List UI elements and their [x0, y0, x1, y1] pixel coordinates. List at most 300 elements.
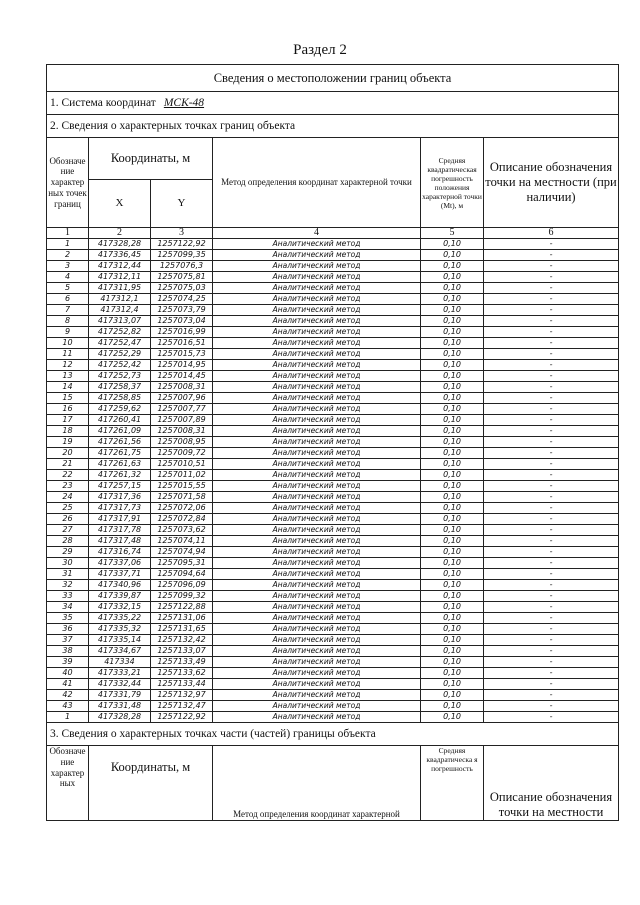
y-value: 1257008,31	[151, 426, 213, 437]
method-value: Аналитический метод	[213, 525, 421, 536]
y-value: 1257075,81	[151, 272, 213, 283]
point-number: 32	[47, 580, 89, 591]
method-value: Аналитический метод	[213, 569, 421, 580]
x-value: 417339,87	[89, 591, 151, 602]
method-value: Аналитический метод	[213, 635, 421, 646]
x-value: 417252,82	[89, 327, 151, 338]
accuracy-value: 0,10	[421, 580, 484, 591]
table-row	[47, 646, 619, 657]
method-value: Аналитический метод	[213, 591, 421, 602]
table-row	[47, 250, 619, 261]
description-value: -	[484, 349, 619, 360]
accuracy-value: 0,10	[421, 426, 484, 437]
point-number: 29	[47, 547, 89, 558]
col-number: 6	[484, 228, 619, 239]
description-value: -	[484, 470, 619, 481]
table-row	[47, 679, 619, 690]
description-value: -	[484, 426, 619, 437]
y-value: 1257014,45	[151, 371, 213, 382]
method-value: Аналитический метод	[213, 547, 421, 558]
table-row	[47, 393, 619, 404]
header-method: Метод определения координат характерной точки	[213, 138, 421, 228]
header2-description: Описание обозначения точки на местности	[484, 746, 619, 821]
table-row	[47, 305, 619, 316]
accuracy-value: 0,10	[421, 371, 484, 382]
accuracy-value: 0,10	[421, 305, 484, 316]
x-value: 417340,96	[89, 580, 151, 591]
accuracy-value: 0,10	[421, 316, 484, 327]
accuracy-value: 0,10	[421, 657, 484, 668]
description-value: -	[484, 272, 619, 283]
description-value: -	[484, 668, 619, 679]
y-value: 1257073,79	[151, 305, 213, 316]
x-value: 417317,48	[89, 536, 151, 547]
header2-designation: Обозначе ние характер ных	[47, 746, 89, 821]
method-value: Аналитический метод	[213, 294, 421, 305]
point-number: 11	[47, 349, 89, 360]
description-value: -	[484, 481, 619, 492]
accuracy-value: 0,10	[421, 635, 484, 646]
method-value: Аналитический метод	[213, 536, 421, 547]
accuracy-value: 0,10	[421, 338, 484, 349]
x-value: 417317,36	[89, 492, 151, 503]
description-value: -	[484, 327, 619, 338]
method-value: Аналитический метод	[213, 690, 421, 701]
col-number: 4	[213, 228, 421, 239]
x-value: 417260,41	[89, 415, 151, 426]
header-designation: Обозначе ние характер ных точек границ	[47, 138, 89, 228]
accuracy-value: 0,10	[421, 294, 484, 305]
x-value: 417332,15	[89, 602, 151, 613]
accuracy-value: 0,10	[421, 492, 484, 503]
point-number: 16	[47, 404, 89, 415]
accuracy-value: 0,10	[421, 272, 484, 283]
point-number: 24	[47, 492, 89, 503]
table-row	[47, 426, 619, 437]
x-value: 417261,56	[89, 437, 151, 448]
description-value: -	[484, 591, 619, 602]
table-row	[47, 437, 619, 448]
y-value: 1257133,44	[151, 679, 213, 690]
y-value: 1257071,58	[151, 492, 213, 503]
accuracy-value: 0,10	[421, 525, 484, 536]
y-value: 1257009,72	[151, 448, 213, 459]
point-number: 35	[47, 613, 89, 624]
accuracy-value: 0,10	[421, 250, 484, 261]
description-value: -	[484, 712, 619, 723]
y-value: 1257133,62	[151, 668, 213, 679]
table-row	[47, 481, 619, 492]
method-value: Аналитический метод	[213, 349, 421, 360]
y-value: 1257132,97	[151, 690, 213, 701]
accuracy-value: 0,10	[421, 415, 484, 426]
method-value: Аналитический метод	[213, 701, 421, 712]
col-number: 3	[151, 228, 213, 239]
y-value: 1257011,02	[151, 470, 213, 481]
accuracy-value: 0,10	[421, 679, 484, 690]
y-value: 1257016,51	[151, 338, 213, 349]
description-value: -	[484, 261, 619, 272]
accuracy-value: 0,10	[421, 239, 484, 250]
point-number: 17	[47, 415, 89, 426]
x-value: 417337,71	[89, 569, 151, 580]
x-value: 417261,32	[89, 470, 151, 481]
accuracy-value: 0,10	[421, 547, 484, 558]
header-accuracy: Средняя квадратическая погрешность положения характерной точки (Мt), м	[421, 138, 484, 228]
method-value: Аналитический метод	[213, 283, 421, 294]
x-value: 417311,95	[89, 283, 151, 294]
accuracy-value: 0,10	[421, 261, 484, 272]
point-number: 22	[47, 470, 89, 481]
y-value: 1257007,96	[151, 393, 213, 404]
table-row	[47, 558, 619, 569]
header-x: X	[89, 180, 151, 228]
x-value: 417313,07	[89, 316, 151, 327]
accuracy-value: 0,10	[421, 393, 484, 404]
y-value: 1257094,64	[151, 569, 213, 580]
section-title: Сведения о местоположении границ объекта	[47, 65, 619, 92]
method-value: Аналитический метод	[213, 448, 421, 459]
point-number: 15	[47, 393, 89, 404]
table-row	[47, 668, 619, 679]
description-value: -	[484, 613, 619, 624]
y-value: 1257007,77	[151, 404, 213, 415]
method-value: Аналитический метод	[213, 481, 421, 492]
description-value: -	[484, 338, 619, 349]
method-value: Аналитический метод	[213, 712, 421, 723]
accuracy-value: 0,10	[421, 558, 484, 569]
x-value: 417337,06	[89, 558, 151, 569]
point-number: 42	[47, 690, 89, 701]
points-title: 2. Сведения о характерных точках границ объекта	[47, 115, 619, 138]
accuracy-value: 0,10	[421, 470, 484, 481]
point-number: 28	[47, 536, 89, 547]
x-value: 417312,1	[89, 294, 151, 305]
x-value: 417252,73	[89, 371, 151, 382]
point-number: 14	[47, 382, 89, 393]
table-row	[47, 382, 619, 393]
y-value: 1257073,62	[151, 525, 213, 536]
accuracy-value: 0,10	[421, 690, 484, 701]
table-row	[47, 283, 619, 294]
method-value: Аналитический метод	[213, 404, 421, 415]
method-value: Аналитический метод	[213, 602, 421, 613]
method-value: Аналитический метод	[213, 272, 421, 283]
description-value: -	[484, 415, 619, 426]
point-number: 38	[47, 646, 89, 657]
method-value: Аналитический метод	[213, 646, 421, 657]
y-value: 1257122,92	[151, 712, 213, 723]
description-value: -	[484, 701, 619, 712]
description-value: -	[484, 492, 619, 503]
x-value: 417334,67	[89, 646, 151, 657]
table-row	[47, 503, 619, 514]
accuracy-value: 0,10	[421, 712, 484, 723]
y-value: 1257072,84	[151, 514, 213, 525]
point-number: 26	[47, 514, 89, 525]
table-row	[47, 690, 619, 701]
y-value: 1257131,06	[151, 613, 213, 624]
x-value: 417328,28	[89, 239, 151, 250]
method-value: Аналитический метод	[213, 316, 421, 327]
point-number: 37	[47, 635, 89, 646]
y-value: 1257099,32	[151, 591, 213, 602]
y-value: 1257132,47	[151, 701, 213, 712]
x-value: 417257,15	[89, 481, 151, 492]
accuracy-value: 0,10	[421, 448, 484, 459]
table-row	[47, 316, 619, 327]
y-value: 1257132,42	[151, 635, 213, 646]
description-value: -	[484, 316, 619, 327]
method-value: Аналитический метод	[213, 668, 421, 679]
boundary-table	[46, 64, 619, 821]
method-value: Аналитический метод	[213, 558, 421, 569]
x-value: 417317,73	[89, 503, 151, 514]
point-number: 2	[47, 250, 89, 261]
x-value: 417312,4	[89, 305, 151, 316]
table-row	[47, 360, 619, 371]
y-value: 1257122,88	[151, 602, 213, 613]
table-row	[47, 635, 619, 646]
header2-coords: Координаты, м	[89, 746, 213, 821]
point-number: 12	[47, 360, 89, 371]
description-value: -	[484, 635, 619, 646]
accuracy-value: 0,10	[421, 382, 484, 393]
point-number: 27	[47, 525, 89, 536]
table-row	[47, 492, 619, 503]
x-value: 417252,42	[89, 360, 151, 371]
header-y: Y	[151, 180, 213, 228]
method-value: Аналитический метод	[213, 360, 421, 371]
x-value: 417252,47	[89, 338, 151, 349]
description-value: -	[484, 569, 619, 580]
table-row	[47, 657, 619, 668]
col-number: 1	[47, 228, 89, 239]
x-value: 417331,48	[89, 701, 151, 712]
accuracy-value: 0,10	[421, 668, 484, 679]
point-number: 10	[47, 338, 89, 349]
point-number: 34	[47, 602, 89, 613]
point-number: 6	[47, 294, 89, 305]
y-value: 1257074,94	[151, 547, 213, 558]
table-row	[47, 536, 619, 547]
y-value: 1257010,51	[151, 459, 213, 470]
description-value: -	[484, 503, 619, 514]
y-value: 1257131,65	[151, 624, 213, 635]
table-row	[47, 448, 619, 459]
table-row	[47, 580, 619, 591]
accuracy-value: 0,10	[421, 459, 484, 470]
y-value: 1257015,73	[151, 349, 213, 360]
y-value: 1257133,49	[151, 657, 213, 668]
x-value: 417261,75	[89, 448, 151, 459]
description-value: -	[484, 679, 619, 690]
table-row	[47, 547, 619, 558]
description-value: -	[484, 558, 619, 569]
y-value: 1257007,89	[151, 415, 213, 426]
x-value: 417334	[89, 657, 151, 668]
x-value: 417316,74	[89, 547, 151, 558]
header-coords: Координаты, м	[89, 138, 213, 180]
header2-accuracy: Средняя квадратическа я погрешность	[421, 746, 484, 821]
table-row	[47, 404, 619, 415]
y-value: 1257075,03	[151, 283, 213, 294]
method-value: Аналитический метод	[213, 492, 421, 503]
method-value: Аналитический метод	[213, 437, 421, 448]
x-value: 417258,85	[89, 393, 151, 404]
point-number: 39	[47, 657, 89, 668]
description-value: -	[484, 393, 619, 404]
description-value: -	[484, 404, 619, 415]
y-value: 1257016,99	[151, 327, 213, 338]
method-value: Аналитический метод	[213, 580, 421, 591]
x-value: 417317,78	[89, 525, 151, 536]
x-value: 417328,28	[89, 712, 151, 723]
method-value: Аналитический метод	[213, 250, 421, 261]
x-value: 417331,79	[89, 690, 151, 701]
method-value: Аналитический метод	[213, 426, 421, 437]
point-number: 30	[47, 558, 89, 569]
y-value: 1257122,92	[151, 239, 213, 250]
y-value: 1257014,95	[151, 360, 213, 371]
x-value: 417332,44	[89, 679, 151, 690]
coord-system-value: МСК-48	[163, 97, 205, 109]
x-value: 417336,45	[89, 250, 151, 261]
point-number: 18	[47, 426, 89, 437]
x-value: 417335,32	[89, 624, 151, 635]
point-number: 7	[47, 305, 89, 316]
table-row	[47, 470, 619, 481]
y-value: 1257096,09	[151, 580, 213, 591]
description-value: -	[484, 437, 619, 448]
accuracy-value: 0,10	[421, 327, 484, 338]
table-row	[47, 525, 619, 536]
accuracy-value: 0,10	[421, 349, 484, 360]
y-value: 1257133,07	[151, 646, 213, 657]
method-value: Аналитический метод	[213, 613, 421, 624]
point-number: 5	[47, 283, 89, 294]
method-value: Аналитический метод	[213, 327, 421, 338]
col-number: 5	[421, 228, 484, 239]
method-value: Аналитический метод	[213, 459, 421, 470]
method-value: Аналитический метод	[213, 382, 421, 393]
table-row	[47, 514, 619, 525]
y-value: 1257073,04	[151, 316, 213, 327]
y-value: 1257099,35	[151, 250, 213, 261]
accuracy-value: 0,10	[421, 283, 484, 294]
coord-system-label: 1. Система координат	[50, 97, 156, 109]
table-row	[47, 624, 619, 635]
x-value: 417252,29	[89, 349, 151, 360]
table-row	[47, 261, 619, 272]
table-row	[47, 459, 619, 470]
accuracy-value: 0,10	[421, 646, 484, 657]
accuracy-value: 0,10	[421, 602, 484, 613]
description-value: -	[484, 239, 619, 250]
x-value: 417261,09	[89, 426, 151, 437]
point-number: 41	[47, 679, 89, 690]
y-value: 1257072,06	[151, 503, 213, 514]
point-number: 40	[47, 668, 89, 679]
method-value: Аналитический метод	[213, 679, 421, 690]
y-value: 1257015,55	[151, 481, 213, 492]
method-value: Аналитический метод	[213, 393, 421, 404]
table-row	[47, 327, 619, 338]
table-row	[47, 349, 619, 360]
description-value: -	[484, 547, 619, 558]
description-value: -	[484, 448, 619, 459]
point-number: 23	[47, 481, 89, 492]
description-value: -	[484, 536, 619, 547]
header-description: Описание обозначения точки на местности (при наличии)	[484, 138, 619, 228]
description-value: -	[484, 624, 619, 635]
description-value: -	[484, 657, 619, 668]
method-value: Аналитический метод	[213, 415, 421, 426]
x-value: 417259,62	[89, 404, 151, 415]
table-row	[47, 294, 619, 305]
method-value: Аналитический метод	[213, 239, 421, 250]
accuracy-value: 0,10	[421, 569, 484, 580]
description-value: -	[484, 382, 619, 393]
description-value: -	[484, 294, 619, 305]
accuracy-value: 0,10	[421, 613, 484, 624]
point-number: 19	[47, 437, 89, 448]
x-value: 417333,21	[89, 668, 151, 679]
method-value: Аналитический метод	[213, 261, 421, 272]
method-value: Аналитический метод	[213, 657, 421, 668]
y-value: 1257076,3	[151, 261, 213, 272]
x-value: 417261,63	[89, 459, 151, 470]
table-row	[47, 701, 619, 712]
accuracy-value: 0,10	[421, 536, 484, 547]
method-value: Аналитический метод	[213, 514, 421, 525]
description-value: -	[484, 514, 619, 525]
point-number: 33	[47, 591, 89, 602]
point-number: 9	[47, 327, 89, 338]
accuracy-value: 0,10	[421, 624, 484, 635]
description-value: -	[484, 580, 619, 591]
method-value: Аналитический метод	[213, 371, 421, 382]
y-value: 1257008,95	[151, 437, 213, 448]
table-row	[47, 371, 619, 382]
table-row	[47, 239, 619, 250]
accuracy-value: 0,10	[421, 360, 484, 371]
parts-title: 3. Сведения о характерных точках части (частей) границы объекта	[47, 723, 619, 746]
x-value: 417335,22	[89, 613, 151, 624]
accuracy-value: 0,10	[421, 591, 484, 602]
method-value: Аналитический метод	[213, 503, 421, 514]
x-value: 417312,11	[89, 272, 151, 283]
table-row	[47, 272, 619, 283]
method-value: Аналитический метод	[213, 338, 421, 349]
description-value: -	[484, 283, 619, 294]
y-value: 1257074,11	[151, 536, 213, 547]
point-number: 31	[47, 569, 89, 580]
description-value: -	[484, 360, 619, 371]
point-number: 1	[47, 712, 89, 723]
description-value: -	[484, 250, 619, 261]
x-value: 417312,44	[89, 261, 151, 272]
point-number: 1	[47, 239, 89, 250]
table-row	[47, 602, 619, 613]
accuracy-value: 0,10	[421, 437, 484, 448]
x-value: 417258,37	[89, 382, 151, 393]
description-value: -	[484, 525, 619, 536]
point-number: 36	[47, 624, 89, 635]
accuracy-value: 0,10	[421, 503, 484, 514]
page-title: Раздел 2	[293, 42, 347, 58]
x-value: 417317,91	[89, 514, 151, 525]
